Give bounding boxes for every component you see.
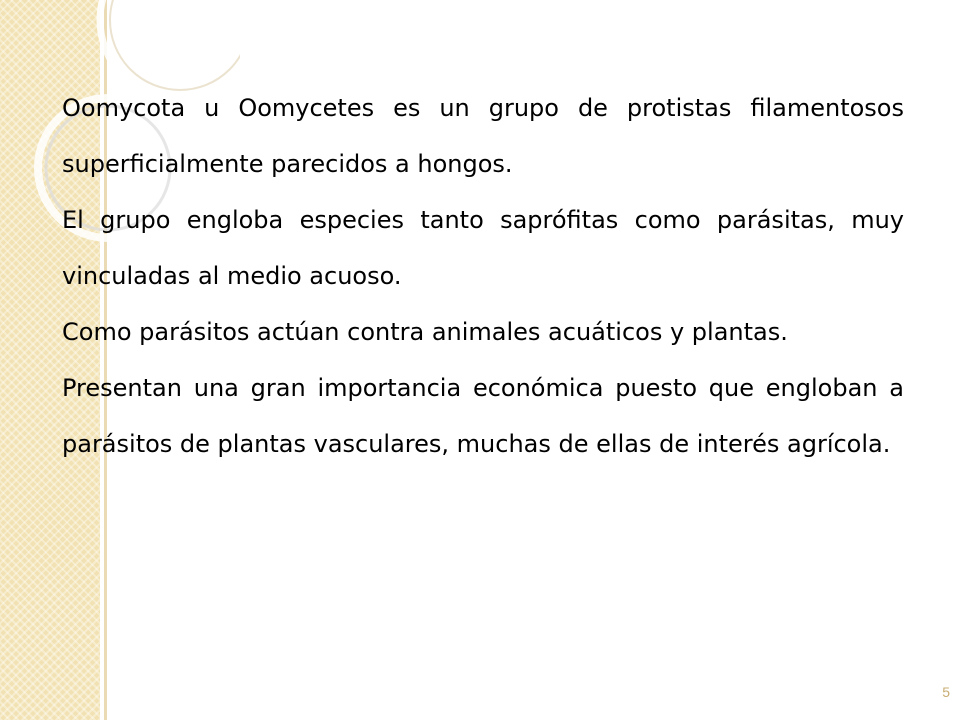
paragraph-parasites: Como parásitos actúan contra animales acuáticos y plantas.: [62, 318, 788, 346]
paragraph-species-groups: El grupo engloba especies tanto saprófitas como parásitas, muy vinculadas al medio acuoso.: [62, 206, 904, 290]
slide-body: [62, 80, 904, 472]
paragraph-economic-importance: Presentan una gran importancia económica puesto que engloban a parásitos de plantas vasculares, muchas de ellas de interés agrícola.: [62, 374, 904, 458]
page-number: 5: [942, 684, 950, 700]
paragraph-oomycota-definition: Oomycota u Oomycetes es un grupo de protistas filamentosos superficialmente parecidos a hongos.: [62, 94, 904, 178]
